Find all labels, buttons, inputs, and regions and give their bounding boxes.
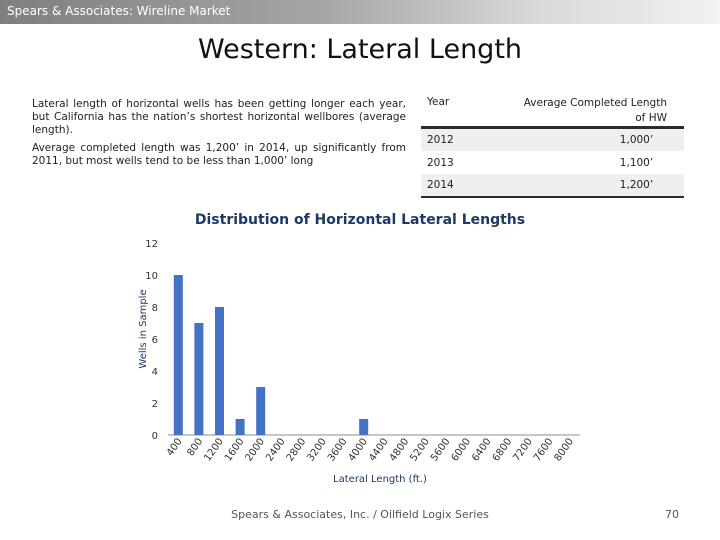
bar-1200 xyxy=(215,307,224,435)
x-tick-label: 400 xyxy=(164,436,185,459)
y-tick-label: 8 xyxy=(151,303,158,314)
table-header-year: Year xyxy=(427,96,450,108)
table-cell-length: 1,100’ xyxy=(619,156,654,169)
y-axis-label: Wells in Sample xyxy=(138,289,149,369)
paragraph-lateral-trend: Lateral length of horizontal wells has been getting longer each year, but California has the nation’s shortest horizontal wellbores (average length). xyxy=(32,98,406,136)
footer-text: Spears & Associates, Inc. / Oilfield Logix Series xyxy=(231,508,489,521)
table-cell-length: 1,200’ xyxy=(619,179,654,191)
paragraph-average-length: Average completed length was 1,200’ in 2014, up significantly from 2011, but most wells tend to be less than 1,000’ long xyxy=(32,142,406,167)
bar-800 xyxy=(194,323,203,435)
x-tick-label: 1600 xyxy=(222,436,247,464)
y-tick-label: 12 xyxy=(145,239,158,250)
x-tick-label: 6400 xyxy=(470,436,494,464)
y-tick-label: 0 xyxy=(151,431,158,442)
table-cell-year: 2013 xyxy=(427,156,454,169)
x-tick-label: 1200 xyxy=(202,436,226,464)
x-tick-label: 4800 xyxy=(387,436,412,464)
x-tick-label: 2800 xyxy=(284,436,309,464)
y-tick-label: 6 xyxy=(151,335,158,346)
x-tick-label: 7600 xyxy=(531,436,556,464)
x-tick-label: 3200 xyxy=(305,436,329,464)
x-tick-label: 5200 xyxy=(408,436,432,464)
chart-title: Distribution of Horizontal Lateral Lengths xyxy=(194,212,526,228)
x-tick-label: 6800 xyxy=(490,436,515,464)
x-tick-label: 3600 xyxy=(325,436,350,464)
x-tick-label: 6000 xyxy=(449,436,474,464)
bar-400 xyxy=(174,275,183,435)
table-header-length: Average Completed Length of HW xyxy=(523,97,667,124)
x-tick-label: 2000 xyxy=(243,436,268,464)
bar-4000 xyxy=(359,419,368,435)
slide-title: Western: Lateral Length xyxy=(197,34,523,65)
bar-1600 xyxy=(236,419,245,435)
x-tick-label: 2400 xyxy=(264,436,288,464)
x-tick-label: 7200 xyxy=(511,436,535,464)
y-tick-label: 4 xyxy=(151,367,158,378)
y-tick-label: 2 xyxy=(151,399,158,410)
x-axis-label: Lateral Length (ft.) xyxy=(333,474,427,485)
x-tick-label: 800 xyxy=(185,436,206,459)
x-tick-label: 4000 xyxy=(346,436,371,464)
x-tick-label: 4400 xyxy=(367,436,391,464)
table-cell-year: 2014 xyxy=(427,179,454,191)
table-cell-length: 1,000’ xyxy=(619,134,654,147)
x-tick-label: 5600 xyxy=(428,436,453,464)
page-number: 70 xyxy=(665,508,679,521)
table-cell-year: 2012 xyxy=(427,134,454,147)
bar-2000 xyxy=(256,387,265,435)
header-title: Spears & Associates: Wireline Market xyxy=(7,4,231,18)
x-tick-label: 8000 xyxy=(552,436,577,464)
y-tick-label: 10 xyxy=(145,271,158,282)
